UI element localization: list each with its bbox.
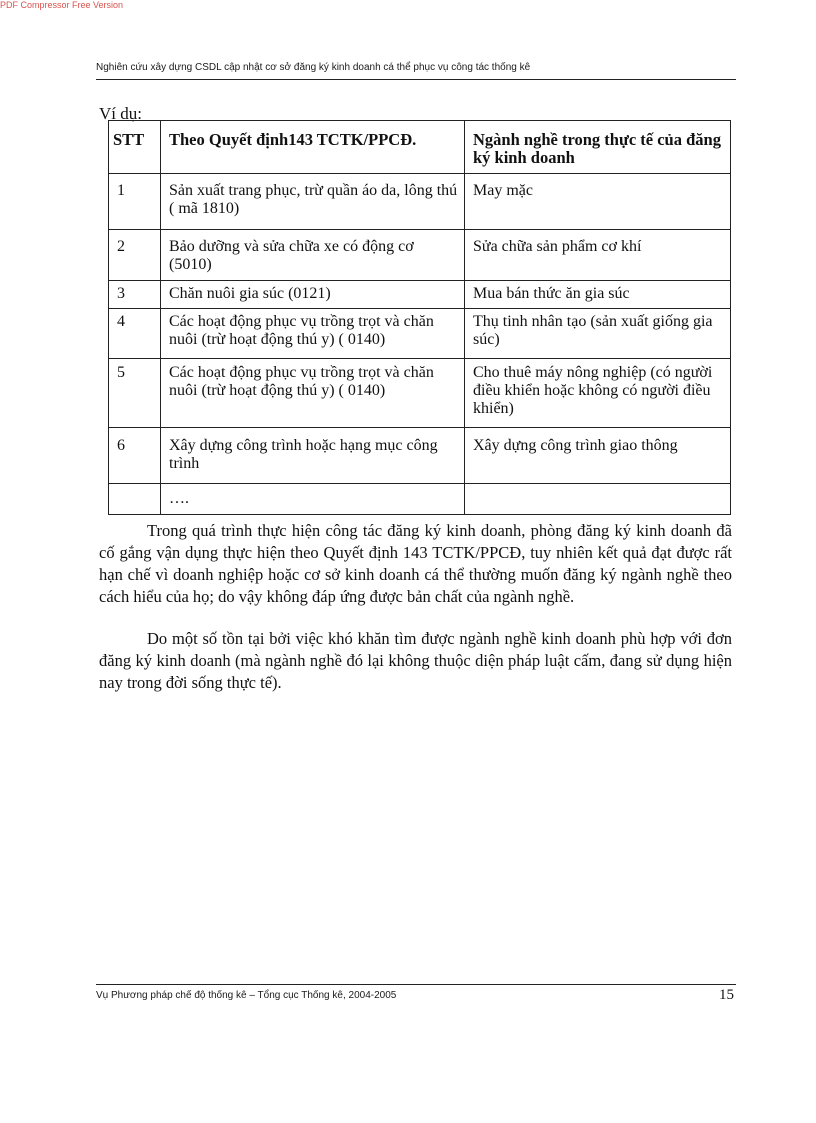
cell-stt: 6 (109, 428, 161, 484)
cell-decision: Bảo dưỡng và sửa chữa xe có động cơ (5010) (161, 230, 465, 281)
cell-actual (465, 484, 731, 515)
cell-actual: Xây dựng công trình giao thông (465, 428, 731, 484)
header-stt: STT (109, 121, 161, 174)
body-paragraph: Trong quá trình thực hiện công tác đăng ký kinh doanh, phòng đăng ký kinh doanh đã cố gắng vận dụng thực hiện theo Quyết định 143 TCTK/PPCĐ, tuy nhiên kết quả đạt được rất hạn chế vì doanh nghiệp hoặc cơ sở kinh doanh cá thể thường muốn đăng ký ngành nghề theo cách hiểu của họ; do vậy không đáp ứng được bản chất của ngành nghề. (99, 521, 732, 606)
cell-stt: 4 (109, 309, 161, 359)
table-row (109, 428, 731, 484)
running-header: Nghiên cứu xây dựng CSDL cập nhật cơ sở đăng ký kinh doanh cá thể phục vụ công tác thống kê (96, 62, 531, 73)
cell-actual: Mua bán thức ăn gia súc (465, 281, 731, 309)
cell-actual: May mặc (465, 174, 731, 230)
footer-credit: Vụ Phương pháp chế độ thống kê – Tổng cục Thống kê, 2004-2005 (96, 990, 397, 1001)
cell-stt (109, 484, 161, 515)
cell-actual: Cho thuê máy nông nghiệp (có người điều khiển hoặc không có người điều khiển) (465, 359, 731, 428)
header-divider (96, 79, 736, 80)
table-row (109, 174, 731, 230)
header-decision: Theo Quyết định143 TCTK/PPCĐ. (161, 121, 465, 174)
header-actual: Ngành nghề trong thực tế của đăng ký kinh doanh (465, 121, 731, 174)
footer-divider (96, 984, 736, 985)
table-row (109, 281, 731, 309)
cell-stt: 5 (109, 359, 161, 428)
watermark-text: PDF Compressor Free Version (0, 0, 124, 10)
cell-decision: Xây dựng công trình hoặc hạng mục công trình (161, 428, 465, 484)
cell-actual: Sửa chữa sản phẩm cơ khí (465, 230, 731, 281)
example-label: Ví dụ: (99, 104, 142, 123)
industry-comparison-table (108, 120, 731, 515)
table-row (109, 309, 731, 359)
cell-decision: Các hoạt động phục vụ trồng trọt và chăn nuôi (trừ hoạt động thú y) ( 0140) (161, 309, 465, 359)
cell-decision: Các hoạt động phục vụ trồng trọt và chăn nuôi (trừ hoạt động thú y) ( 0140) (161, 359, 465, 428)
cell-actual: Thụ tinh nhân tạo (sản xuất giống gia súc) (465, 309, 731, 359)
table-row (109, 359, 731, 428)
cell-decision: …. (161, 484, 465, 515)
body-paragraph: Do một số tồn tại bởi việc khó khăn tìm được ngành nghề kinh doanh phù hợp với đơn đăng ký kinh doanh (mà ngành nghề đó lại không thuộc diện pháp luật cấm, đang sử dụng hiện nay trong đời sống thực tế). (99, 629, 732, 692)
cell-decision: Sản xuất trang phục, trừ quần áo da, lông thú ( mã 1810) (161, 174, 465, 230)
page-number: 15 (719, 987, 734, 1003)
cell-stt: 1 (109, 174, 161, 230)
cell-stt: 3 (109, 281, 161, 309)
cell-stt: 2 (109, 230, 161, 281)
cell-decision: Chăn nuôi gia súc (0121) (161, 281, 465, 309)
table-header-row (109, 121, 731, 174)
table-row (109, 484, 731, 515)
table-row (109, 230, 731, 281)
